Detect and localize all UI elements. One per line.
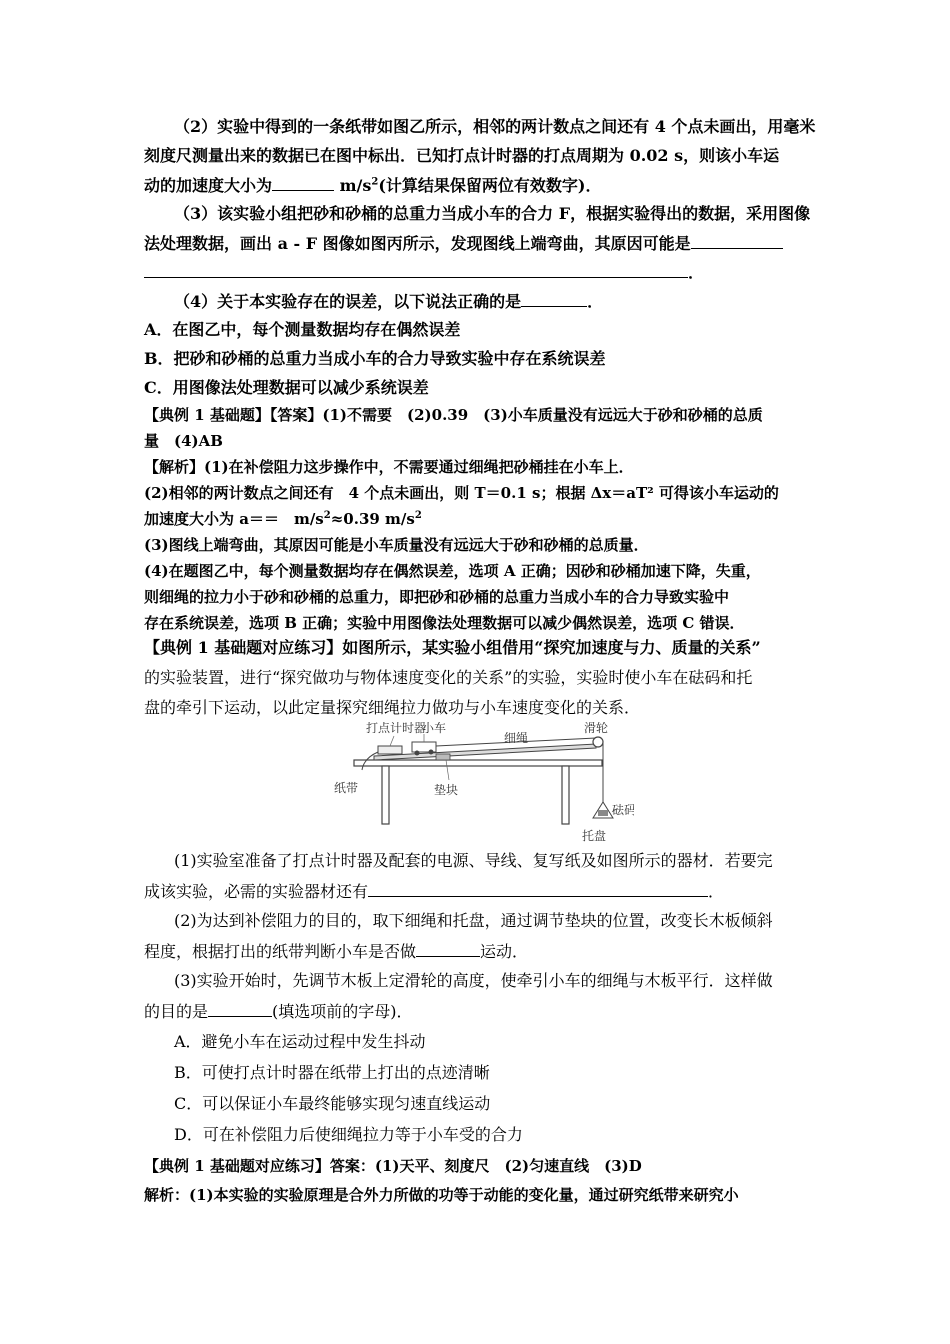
block <box>436 754 450 760</box>
q4-option-c: C．用图像法处理数据可以减少系统误差 <box>144 378 429 397</box>
label-pulley: 滑轮 <box>584 722 609 735</box>
q3-line-2-text: 法处理数据，画出 a - F 图像如图丙所示，发现图线上端弯曲，其原因可能是 <box>144 234 691 253</box>
answer-1-line-2: 量 (4)AB <box>144 432 223 450</box>
table-top <box>354 760 602 766</box>
pq3-line-1: (3)实验开始时，先调节木板上定滑轮的高度，使牵引小车的细绳与木板平行．这样做 <box>174 971 773 990</box>
label-tape: 纸带 <box>334 781 359 795</box>
leader-line <box>390 736 394 746</box>
label-weight: 砝码 <box>612 803 634 817</box>
pq2-line-2-end: 运动． <box>480 942 529 961</box>
practice-line-2: 的实验装置，进行“探究做功与物体速度变化的关系”的实验，实验时使小车在砝码和托 <box>144 668 753 687</box>
q2-line-3-text: 动的加速度大小为 <box>144 176 273 195</box>
q4-option-b: B．把砂和砂桶的总重力当成小车的合力导致实验中存在系统误差 <box>144 349 606 368</box>
q4-stem-end: ． <box>587 292 604 311</box>
label-tray: 托盘 <box>582 829 607 843</box>
q2-line-3 <box>144 174 602 197</box>
explanation-1-line-3 <box>144 508 422 530</box>
answer-1-line-1: 【典例 1 基础题】【答案】(1)不需要 (2)0.39 (3)小车质量没有远远大于砂和砂桶的总质 <box>144 406 763 424</box>
q3-line-2 <box>144 232 783 255</box>
q3-line-3-end: ． <box>688 263 705 282</box>
label-rope: 细绳 <box>504 731 529 745</box>
pq1-line-2-end: ． <box>708 882 725 901</box>
unit-exponent: 2 <box>371 176 379 188</box>
answer-blank <box>208 1000 272 1017</box>
pq2-line-1: (2)为达到补偿阻力的目的，取下细绳和托盘，通过调节垫块的位置，改变长木板倾斜 <box>174 911 773 930</box>
car-wheel <box>429 750 434 755</box>
explanation-1-line-4: (3)图线上端弯曲，其原因可能是小车质量没有远远大于砂和砂桶的总质量． <box>144 536 649 554</box>
pq3-line-2 <box>144 1000 413 1023</box>
q4-stem <box>174 290 603 313</box>
answer-blank <box>521 290 587 307</box>
q2-line-3-note: (计算结果保留两位有效数字)． <box>378 176 602 195</box>
practice-line-1-text: 【典例 1 基础题对应练习】如图所示，某实验小组借用“探究加速度与力、质量的关系” <box>144 638 761 657</box>
label-timer: 打点计时器 <box>366 722 427 735</box>
pq1-line-2-text: 成该实验，必需的实验器材还有 <box>144 882 369 901</box>
q4-option-a: A．在图乙中，每个测量数据均存在偶然误差 <box>144 320 461 339</box>
answer-blank <box>416 940 480 957</box>
timer <box>378 746 402 754</box>
answer-blank <box>368 880 708 897</box>
apparatus-diagram <box>334 722 634 852</box>
weight <box>598 810 608 816</box>
practice-line-1 <box>144 637 761 659</box>
unit-text: m/s <box>334 176 372 195</box>
explanation-1-line-2: (2)相邻的两计数点之间还有 4 个点未画出，则 T＝0.1 s；根据 Δx＝aT² 可得该小车运动的 <box>144 484 779 502</box>
table-leg <box>562 766 569 824</box>
pq1-line-1: (1)实验室准备了打点计时器及配套的电源、导线、复写纸及如图所示的器材．若要完 <box>174 851 773 870</box>
table-leg <box>382 766 389 824</box>
explanation-1-line-6: 则细绳的拉力小于砂和砂桶的总重力，即把砂和砂桶的总重力当成小车的合力导致实验中 <box>144 588 730 606</box>
pq3-option-a: A．避免小车在运动过程中发生抖动 <box>174 1032 426 1051</box>
practice-line-3: 盘的牵引下运动，以此定量探究细绳拉力做功与小车速度变化的关系． <box>144 698 641 717</box>
q2-line-1: （2）实验中得到的一条纸带如图乙所示，相邻的两计数点之间还有 4 个点未画出，用毫米 <box>174 117 816 136</box>
apparatus-figure <box>334 722 634 852</box>
explanation-1-line-1: 【解析】(1)在补偿阻力这步操作中，不需要通过细绳把砂桶挂在小车上． <box>144 458 634 476</box>
pq3-line-2-text: 的目的是 <box>144 1002 209 1021</box>
label-block: 垫块 <box>434 783 459 797</box>
q2-line-2: 刻度尺测量出来的数据已在图中标出．已知打点计时器的打点周期为 0.02 s，则该小车运 <box>144 146 780 165</box>
label-car: 小车 <box>422 722 447 735</box>
accel-result: ≈0.39 m/s <box>330 510 415 528</box>
car-wheel <box>415 751 420 756</box>
pulley <box>593 737 603 747</box>
pq3-option-d: D．可在补偿阻力后使细绳拉力等于小车受的合力 <box>174 1125 523 1144</box>
answer-blank <box>144 261 688 278</box>
pq3-option-b: B．可使打点计时器在纸带上打出的点迹清晰 <box>174 1063 490 1082</box>
answer-2-line-1: 【典例 1 基础题对应练习】答案：(1)天平、刻度尺 (2)匀速直线 (3)D <box>144 1157 642 1175</box>
q3-line-3 <box>144 261 704 284</box>
explanation-1-line-5: (4)在题图乙中，每个测量数据均存在偶然误差，选项 A 正确；因砂和砂桶加速下降，失重， <box>144 562 761 580</box>
answer-2-line-2: 解析：(1)本实验的实验原理是合外力所做的功等于动能的变化量，通过研究纸带来研究小 <box>144 1186 739 1204</box>
pq2-line-2 <box>144 940 528 963</box>
pq3-line-2-end: (填选项前的字母)． <box>272 1002 413 1021</box>
q4-stem-text: （4）关于本实验存在的误差，以下说法正确的是 <box>174 292 522 311</box>
unit-exponent: 2 <box>323 510 331 521</box>
pq2-line-2-text: 程度，根据打出的纸带判断小车是否做 <box>144 942 417 961</box>
answer-blank <box>691 232 783 249</box>
pq3-option-c: C．可以保证小车最终能够实现匀速直线运动 <box>174 1094 491 1113</box>
pq1-line-2 <box>144 880 724 903</box>
explanation-1-line-7: 存在系统误差，选项 B 正确；实验中用图像法处理数据可以减少偶然误差，选项 C 错误． <box>144 614 745 632</box>
unit-exponent: 2 <box>414 510 422 521</box>
accel-formula: 加速度大小为 a＝＝ m/s <box>144 510 324 528</box>
answer-blank <box>272 174 334 191</box>
long-board <box>374 744 596 760</box>
q3-line-1: （3）该实验小组把砂和砂桶的总重力当成小车的合力 F，根据实验得出的数据，采用图像 <box>174 204 811 223</box>
